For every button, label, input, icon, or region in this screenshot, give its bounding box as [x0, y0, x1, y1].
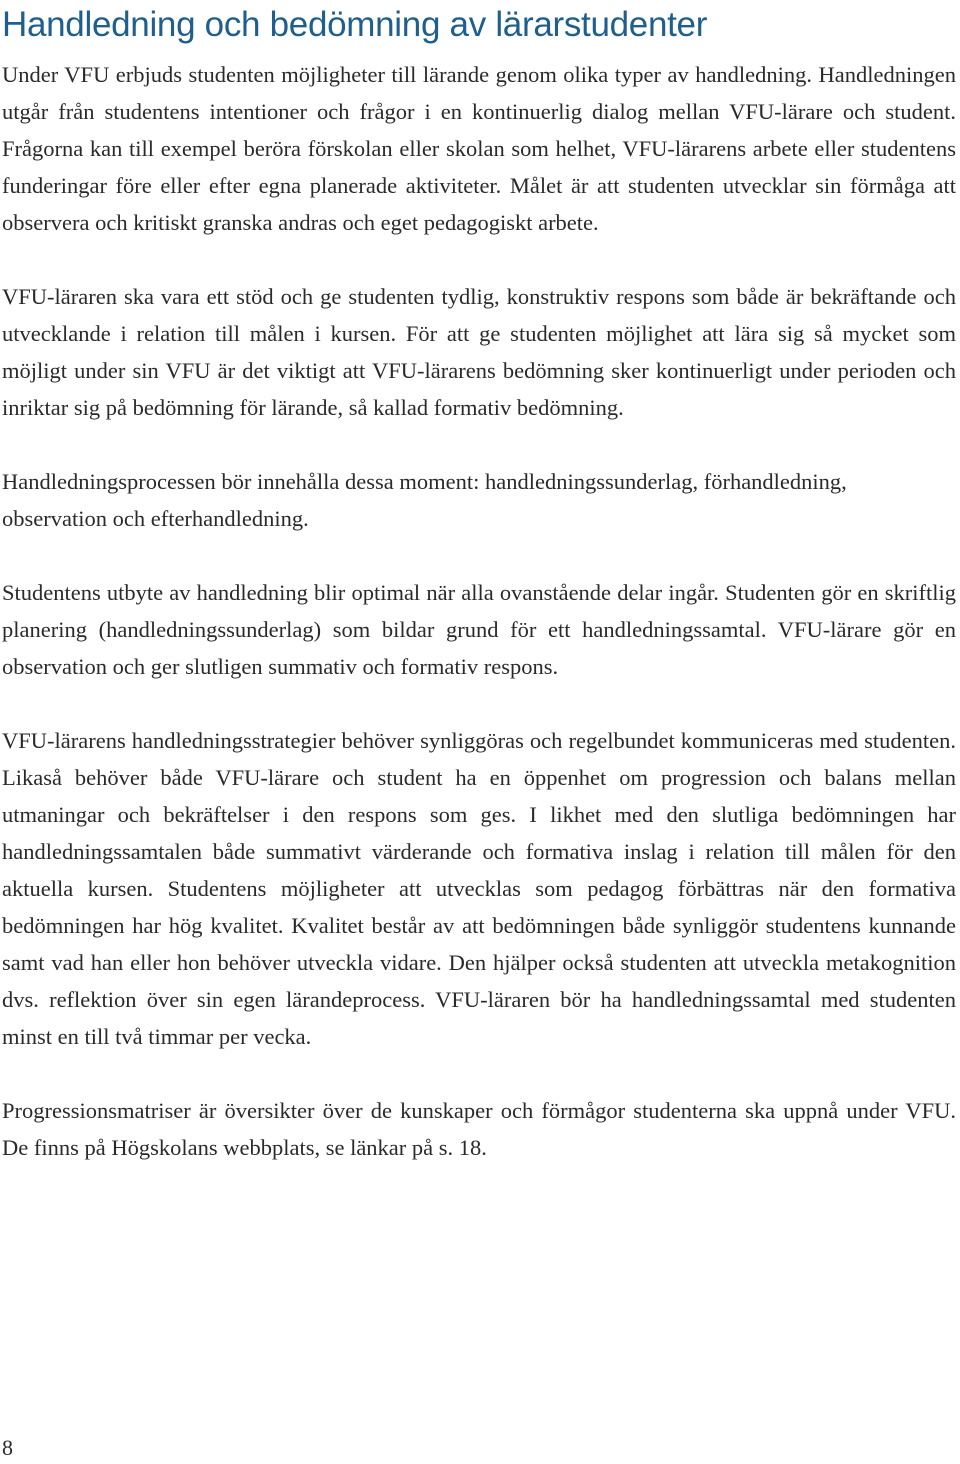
paragraph-handledningsstrategier: VFU-lärarens handledningsstrategier behöver synliggöras och regelbundet kommuniceras med studenten. Likaså behöver både VFU-lärare och student ha en öppenhet om progression och balans mellan utmaningar och bekräftelser i den respons som ges. I likhet med den slutliga bedömningen har handledningssamtalen både summativt värderande och formativa inslag i relation till målen för den aktuella kursen. Studentens möjligheter att utvecklas som pedagog förbättras när den formativa bedömningen har hög kvalitet. Kvalitet består av att bedömningen både synliggör studentens kunnande samt vad han eller hon behöver utveckla vidare. Den hjälper också studenten att utveckla metakognition dvs. reflektion över sin egen lärandeprocess. VFU-läraren bör ha handledningssamtal med studenten minst en till två timmar per vecka. — [2, 728, 956, 1049]
page-title: Handledning och bedömning av lärarstudenter — [2, 5, 708, 44]
paragraph-progressionsmatriser: Progressionsmatriser är översikter över de kunskaper och förmågor studenterna ska uppnå under VFU. De finns på Högskolans webbplats, se länkar på s. 18. — [2, 1098, 956, 1160]
paragraph-handledningsprocessen: Handledningsprocessen bör innehålla dessa moment: handledningssunderlag, förhandledning, observation och efterhandledning. — [2, 469, 847, 531]
document-page — [2, 0, 956, 1166]
page-number: 8 — [2, 1435, 13, 1460]
paragraph-vfu-lararen-stod: VFU-läraren ska vara ett stöd och ge studenten tydlig, konstruktiv respons som både är bekräftande och utvecklande i relation till målen i kursen. För att ge studenten möjlighet att lära sig så mycket som möjligt under sin VFU är det viktigt att VFU-lärarens bedömning sker kontinuerligt under perioden och inriktar sig på bedömning för lärande, så kallad formativ bedömning. — [2, 284, 956, 420]
paragraph-studentens-utbyte: Studentens utbyte av handledning blir optimal när alla ovanstående delar ingår. Studenten gör en skriftlig planering (handledningssunderlag) som bildar grund för ett handledningssamtal. VFU-lärare gör en observation och ger slutligen summativ och formativ respons. — [2, 580, 956, 679]
paragraph-handledning-intro: Under VFU erbjuds studenten möjligheter till lärande genom olika typer av handledning. Handledningen utgår från studentens intentioner och frågor i en kontinuerlig dialog mellan VFU-lärare och student. Frågorna kan till exempel beröra förskolan eller skolan som helhet, VFU-lärarens arbete eller studentens funderingar före eller efter egna planerade aktiviteter. Målet är att studenten utvecklar sin förmåga att observera och kritiskt granska andras och eget pedagogiskt arbete. — [2, 62, 956, 235]
